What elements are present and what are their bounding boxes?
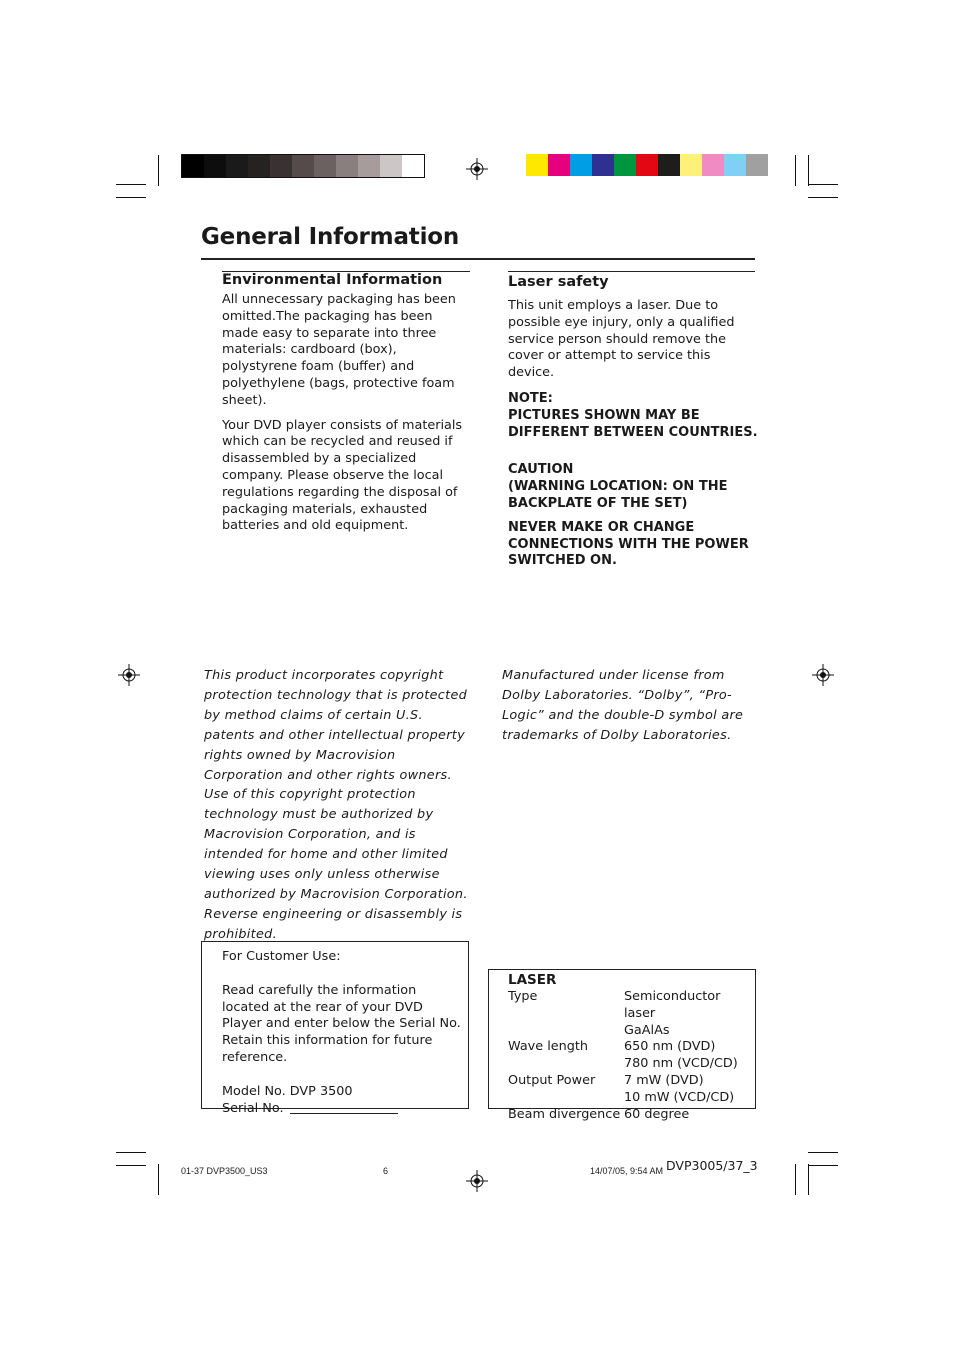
color-swatch (248, 155, 270, 177)
color-swatch (182, 155, 204, 177)
environmental-section (222, 272, 472, 543)
spec-value-wavelength: 650 nm (DVD) 780 nm (VCD/CD) (624, 1039, 738, 1072)
spec-label-wavelength: Wave length (508, 1039, 588, 1055)
environmental-paragraph-2: Your DVD player consists of materials which can be recycled and reused if disassembled by a specialized company. Please observe the local regulations regarding the disposal of packaging materials, exhausted batteries and old equipment. (222, 417, 463, 534)
color-swatch (702, 154, 724, 176)
registration-mark-icon (812, 664, 834, 686)
page-title: General Information (201, 224, 460, 250)
macrovision-notice: This product incorporates copyright protection technology that is protected by method claims of certain U.S. patents and other intellectual property rights owned by Macrovision Corporation and other rights owners. Use of this copyright protection technology must be authorized by Macrovision Corporation, and is intended for home and other limited viewing uses only unless otherwise authorized by Macrovision Corporation. Reverse engineering or disassembly is prohibited. (204, 668, 468, 942)
environmental-paragraph-1: All unnecessary packaging has been omitted.The packaging has been made easy to separate into three materials: cardboard (box), polystyrene foam (buffer) and polyethylene (bags, protective foam sheet). (222, 292, 456, 408)
laser-spec-table (508, 989, 754, 1123)
color-swatch (526, 154, 548, 176)
footer-file-name: 01-37 DVP3500_US3 (181, 1166, 268, 1176)
title-rule (201, 258, 755, 260)
color-swatch (226, 155, 248, 177)
serial-number-field[interactable] (290, 1113, 398, 1114)
spec-label-output-power: Output Power (508, 1072, 596, 1088)
registration-mark-icon (466, 1170, 488, 1192)
dolby-notice: Manufactured under license from Dolby Laboratories. “Dolby”, “Pro-Logic” and the double-D symbol are trademarks of Dolby Laboratories. (502, 668, 744, 743)
color-swatch (658, 154, 680, 176)
color-swatch (204, 155, 226, 177)
customer-instructions: Read carefully the information located at the rear of your DVD Player and enter below the Serial No. Retain this information for future reference. (222, 982, 461, 1065)
color-swatch (614, 154, 636, 176)
grayscale-color-bar (181, 154, 425, 178)
process-color-bar (526, 154, 768, 176)
laser-spec-heading: LASER (508, 972, 557, 988)
spec-value-output-power: 7 mW (DVD) 10 mW (VCD/CD) (624, 1072, 735, 1105)
spec-value-type: Semiconductor laser GaAlAs (624, 989, 721, 1038)
never-text: NEVER MAKE OR CHANGE CONNECTIONS WITH THE POWER SWITCHED ON. (508, 519, 749, 569)
color-swatch (314, 155, 336, 177)
laser-safety-paragraph: This unit employs a laser. Due to possible eye injury, only a qualified service person should remove the cover or attempt to service this device. (508, 298, 735, 381)
color-swatch (724, 154, 746, 176)
color-swatch (270, 155, 292, 177)
spec-label-beam-divergence: Beam divergence (508, 1106, 621, 1122)
note-text: NOTE: PICTURES SHOWN MAY BE DIFFERENT BETWEEN COUNTRIES. (508, 390, 758, 440)
color-swatch (636, 154, 658, 176)
color-swatch (292, 155, 314, 177)
spec-label-type: Type (508, 989, 538, 1004)
color-swatch (336, 155, 358, 177)
color-swatch (548, 154, 570, 176)
color-swatch (592, 154, 614, 176)
caution-text: CAUTION (WARNING LOCATION: ON THE BACKPLATE OF THE SET) (508, 462, 728, 511)
registration-mark-icon (466, 158, 488, 180)
environmental-heading: Environmental Information (222, 272, 443, 288)
laser-safety-section (508, 274, 758, 570)
customer-use-box (201, 941, 469, 1116)
model-number: Model No. DVP 3500 (222, 1083, 353, 1099)
color-swatch (680, 154, 702, 176)
registration-mark-icon (118, 664, 140, 686)
footer-date: 14/07/05, 9:54 AM (590, 1166, 664, 1176)
color-swatch (358, 155, 380, 177)
serial-number-label: Serial No. (222, 1100, 284, 1116)
color-swatch (402, 155, 424, 177)
footer-page-number: 6 (383, 1166, 389, 1176)
customer-heading: For Customer Use: (222, 949, 341, 964)
color-swatch (570, 154, 592, 176)
spec-value-beam-divergence: 60 degree (624, 1106, 690, 1122)
laser-safety-heading: Laser safety (508, 274, 609, 290)
color-swatch (746, 154, 768, 176)
color-swatch (380, 155, 402, 177)
footer-model-code: DVP3005/37_3 (666, 1158, 758, 1173)
laser-safety-rule (508, 271, 755, 272)
laser-spec-box (488, 969, 756, 1122)
